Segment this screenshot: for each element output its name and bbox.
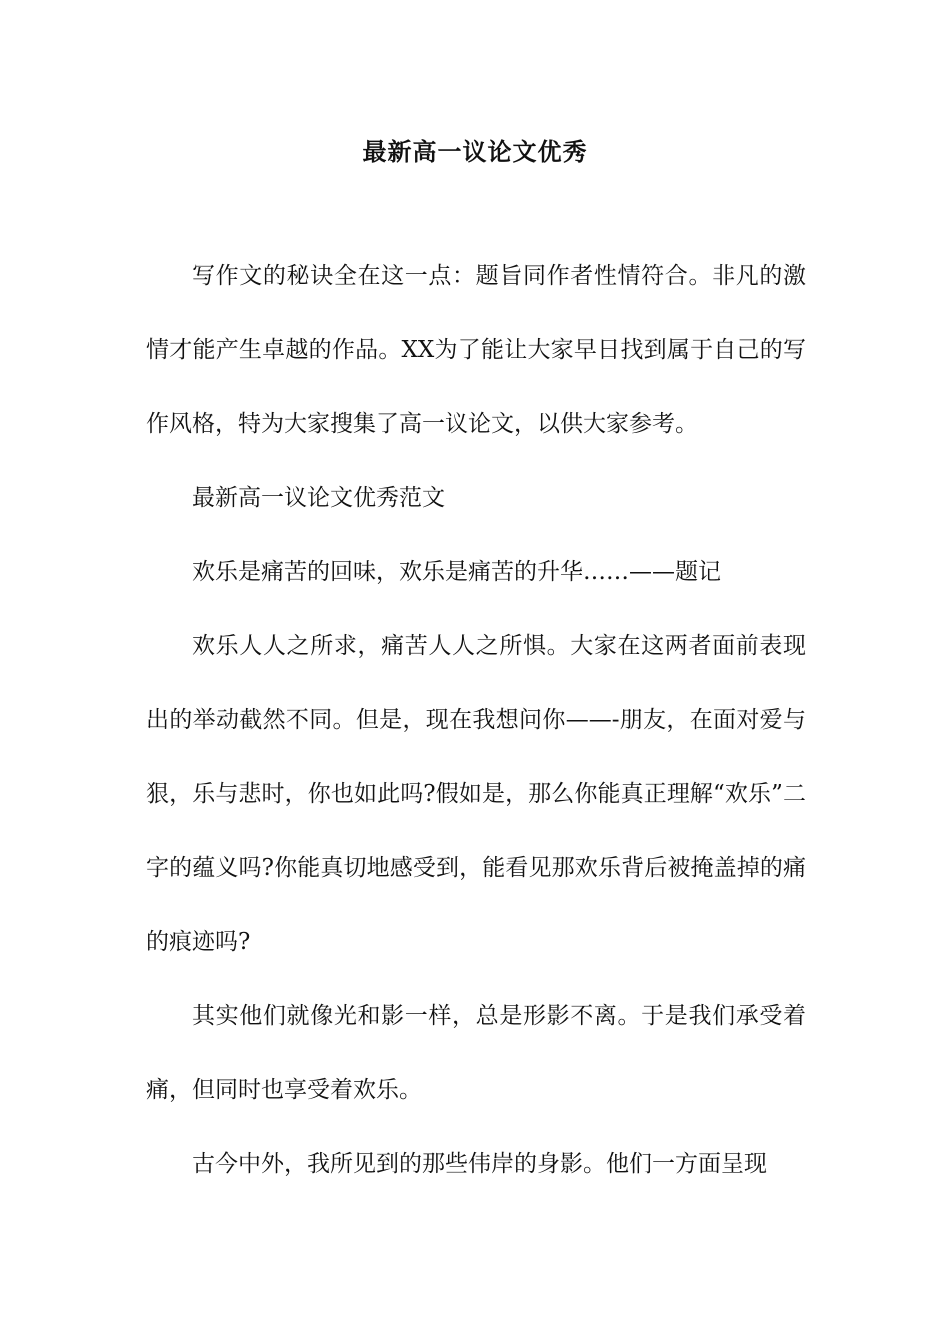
- paragraph-intro: 写作文的秘诀全在这一点：题旨同作者性情符合。非凡的激情才能产生卓越的作品。XX为了能让大家早日找到属于自己的写作风格，特为大家搜集了高一议论文，以供大家参考。: [146, 263, 806, 437]
- paragraph-subtitle: 最新高一议论文优秀范文: [192, 485, 445, 511]
- paragraph-body-1: 欢乐人人之所求，痛苦人人之所惧。大家在这两者面前表现出的举动截然不同。但是，现在我想问你——-朋友，在面对爱与狠，乐与悲时，你也如此吗?假如是，那么你能真正理解“欢乐”二字的蕴义吗?你能真切地感受到，能看见那欢乐背后被掩盖掉的痛的痕迹吗?: [146, 633, 806, 955]
- paragraph-epigraph: 欢乐是痛苦的回味，欢乐是痛苦的升华……——题记: [192, 559, 721, 585]
- document-body: [146, 256, 806, 1218]
- paragraph-body-2: 其实他们就像光和影一样，总是形影不离。于是我们承受着痛，但同时也享受着欢乐。: [146, 1003, 806, 1103]
- paragraph-body-3: 古今中外，我所见到的那些伟岸的身影。他们一方面呈现: [192, 1151, 767, 1177]
- document-title: 最新高一议论文优秀: [362, 137, 588, 166]
